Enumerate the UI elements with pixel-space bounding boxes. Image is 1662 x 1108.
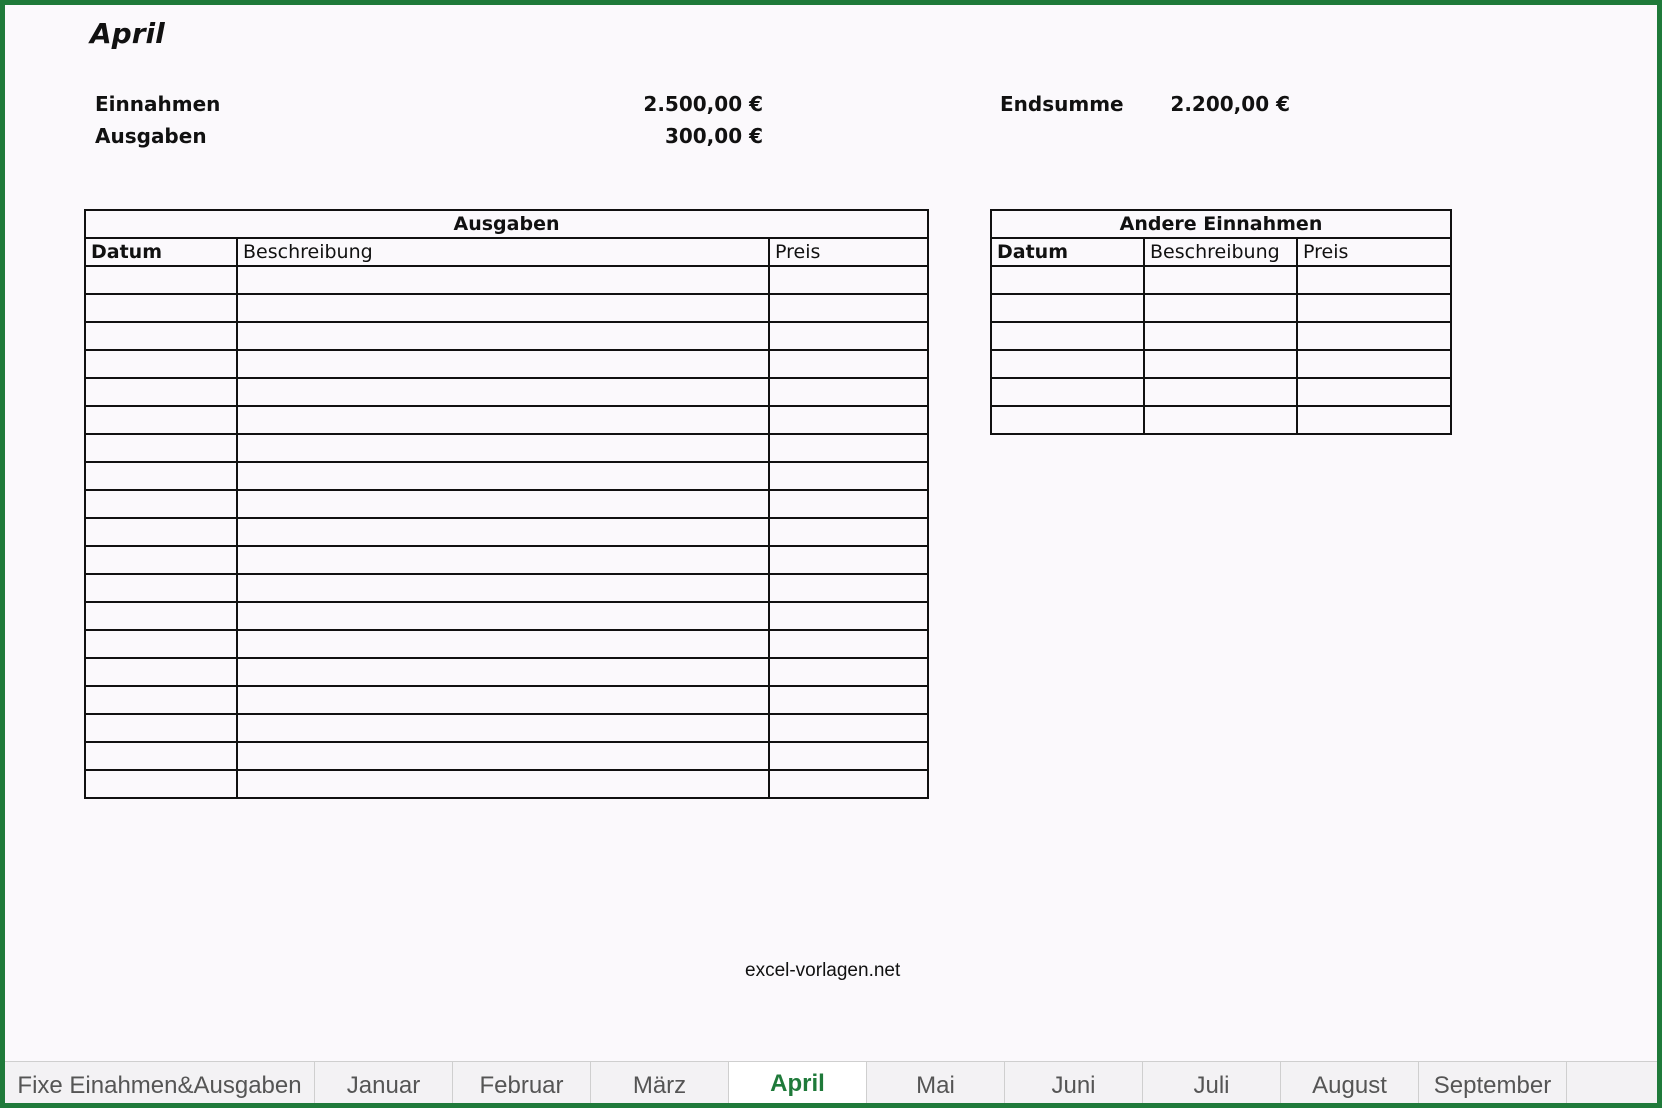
- table-cell[interactable]: [769, 714, 928, 742]
- table-cell[interactable]: [1144, 350, 1297, 378]
- table-row: [85, 266, 928, 294]
- table-cell[interactable]: [85, 294, 237, 322]
- table-row: [85, 770, 928, 798]
- column-header-beschreibung: Beschreibung: [1144, 238, 1297, 266]
- table-cell[interactable]: [85, 546, 237, 574]
- tab-september[interactable]: September: [1419, 1062, 1567, 1108]
- table-cell[interactable]: [769, 294, 928, 322]
- table-cell[interactable]: [237, 462, 769, 490]
- table-cell[interactable]: [85, 630, 237, 658]
- table-row: [85, 350, 928, 378]
- tab-juni[interactable]: Juni: [1005, 1062, 1143, 1108]
- table-cell[interactable]: [769, 350, 928, 378]
- table-row: [85, 322, 928, 350]
- table-cell[interactable]: [1297, 266, 1451, 294]
- table-cell[interactable]: [1144, 266, 1297, 294]
- table-cell[interactable]: [769, 266, 928, 294]
- table-cell[interactable]: [85, 406, 237, 434]
- table-cell[interactable]: [769, 602, 928, 630]
- table-cell[interactable]: [769, 630, 928, 658]
- table-cell[interactable]: [1144, 406, 1297, 434]
- table-cell[interactable]: [237, 350, 769, 378]
- table-cell[interactable]: [769, 378, 928, 406]
- table-cell[interactable]: [85, 714, 237, 742]
- table-cell[interactable]: [85, 322, 237, 350]
- table-row: [85, 630, 928, 658]
- table-row: [85, 742, 928, 770]
- table-row: [991, 406, 1451, 434]
- table-row: [991, 322, 1451, 350]
- table-cell[interactable]: [769, 322, 928, 350]
- table-row: [85, 546, 928, 574]
- table-row: [85, 686, 928, 714]
- table-cell[interactable]: [1144, 378, 1297, 406]
- table-cell[interactable]: [85, 658, 237, 686]
- table-cell[interactable]: [991, 322, 1144, 350]
- table-cell[interactable]: [769, 518, 928, 546]
- table-cell[interactable]: [1144, 294, 1297, 322]
- table-cell[interactable]: [1297, 294, 1451, 322]
- table-cell[interactable]: [85, 434, 237, 462]
- table-cell[interactable]: [237, 518, 769, 546]
- table-cell[interactable]: [769, 406, 928, 434]
- table-cell[interactable]: [85, 266, 237, 294]
- tab-august[interactable]: August: [1281, 1062, 1419, 1108]
- table-row: [85, 574, 928, 602]
- table-cell[interactable]: [991, 406, 1144, 434]
- table-cell[interactable]: [237, 602, 769, 630]
- table-cell[interactable]: [991, 350, 1144, 378]
- andere-einnahmen-table-body: [991, 266, 1451, 434]
- table-cell[interactable]: [769, 434, 928, 462]
- table-cell[interactable]: [1297, 322, 1451, 350]
- table-cell[interactable]: [237, 574, 769, 602]
- table-row: [85, 406, 928, 434]
- table-cell[interactable]: [237, 630, 769, 658]
- table-cell[interactable]: [1297, 406, 1451, 434]
- sheet-title: April: [90, 17, 165, 50]
- endsumme-value[interactable]: 2.200,00 €: [1170, 92, 1290, 116]
- andere-einnahmen-table-title: Andere Einnahmen: [991, 210, 1451, 238]
- table-row: [85, 490, 928, 518]
- column-header-datum: Datum: [991, 238, 1144, 266]
- table-cell[interactable]: [237, 742, 769, 770]
- table-cell[interactable]: [769, 686, 928, 714]
- ausgaben-value[interactable]: 300,00 €: [664, 124, 763, 148]
- table-cell[interactable]: [85, 770, 237, 798]
- table-cell[interactable]: [769, 742, 928, 770]
- table-cell[interactable]: [237, 322, 769, 350]
- table-cell[interactable]: [1144, 322, 1297, 350]
- ausgaben-table: [84, 209, 929, 799]
- column-header-preis: Preis: [769, 238, 928, 266]
- table-row: [85, 462, 928, 490]
- tab-märz[interactable]: März: [591, 1062, 729, 1108]
- table-cell[interactable]: [1297, 350, 1451, 378]
- table-cell[interactable]: [85, 574, 237, 602]
- table-cell[interactable]: [991, 294, 1144, 322]
- table-row: [85, 518, 928, 546]
- column-header-preis: Preis: [1297, 238, 1451, 266]
- table-cell[interactable]: [85, 462, 237, 490]
- table-row: [991, 294, 1451, 322]
- table-cell[interactable]: [237, 378, 769, 406]
- sheet-tab-bar: [5, 1061, 1662, 1108]
- table-cell[interactable]: [991, 266, 1144, 294]
- table-cell[interactable]: [85, 490, 237, 518]
- einnahmen-value[interactable]: 2.500,00 €: [643, 92, 763, 116]
- table-row: [85, 658, 928, 686]
- einnahmen-label: Einnahmen: [95, 92, 221, 116]
- ausgaben-table-body: [85, 266, 928, 798]
- table-cell[interactable]: [85, 350, 237, 378]
- tab-januar[interactable]: Januar: [315, 1062, 453, 1108]
- andere-einnahmen-table: [990, 209, 1452, 435]
- table-cell[interactable]: [769, 574, 928, 602]
- table-cell[interactable]: [769, 462, 928, 490]
- table-cell[interactable]: [769, 546, 928, 574]
- table-cell[interactable]: [237, 686, 769, 714]
- table-cell[interactable]: [991, 378, 1144, 406]
- table-cell[interactable]: [237, 770, 769, 798]
- table-cell[interactable]: [1297, 378, 1451, 406]
- tab-fixe-einahmen-ausgaben[interactable]: Fixe Einahmen&Ausgaben: [5, 1062, 315, 1108]
- table-row: [991, 378, 1451, 406]
- column-header-beschreibung: Beschreibung: [237, 238, 769, 266]
- table-row: [85, 294, 928, 322]
- table-cell[interactable]: [237, 658, 769, 686]
- table-row: [85, 434, 928, 462]
- footer-website-text: excel-vorlagen.net: [745, 960, 901, 981]
- table-row: [85, 378, 928, 406]
- table-cell[interactable]: [769, 658, 928, 686]
- table-cell[interactable]: [85, 686, 237, 714]
- table-row: [85, 714, 928, 742]
- table-cell[interactable]: [85, 602, 237, 630]
- column-header-datum: Datum: [85, 238, 237, 266]
- table-cell[interactable]: [237, 434, 769, 462]
- table-cell[interactable]: [237, 406, 769, 434]
- table-cell[interactable]: [237, 490, 769, 518]
- table-cell[interactable]: [85, 378, 237, 406]
- table-cell[interactable]: [769, 770, 928, 798]
- endsumme-label: Endsumme: [1000, 92, 1124, 116]
- table-cell[interactable]: [769, 490, 928, 518]
- ausgaben-label: Ausgaben: [95, 124, 207, 148]
- tab-mai[interactable]: Mai: [867, 1062, 1005, 1108]
- table-cell[interactable]: [237, 294, 769, 322]
- table-cell[interactable]: [85, 518, 237, 546]
- tab-juli[interactable]: Juli: [1143, 1062, 1281, 1108]
- table-row: [991, 350, 1451, 378]
- ausgaben-table-title: Ausgaben: [85, 210, 928, 238]
- tab-april[interactable]: April: [729, 1061, 867, 1108]
- tab-februar[interactable]: Februar: [453, 1062, 591, 1108]
- table-cell[interactable]: [237, 546, 769, 574]
- table-cell[interactable]: [85, 742, 237, 770]
- table-cell[interactable]: [237, 266, 769, 294]
- table-row: [991, 266, 1451, 294]
- table-row: [85, 602, 928, 630]
- table-cell[interactable]: [237, 714, 769, 742]
